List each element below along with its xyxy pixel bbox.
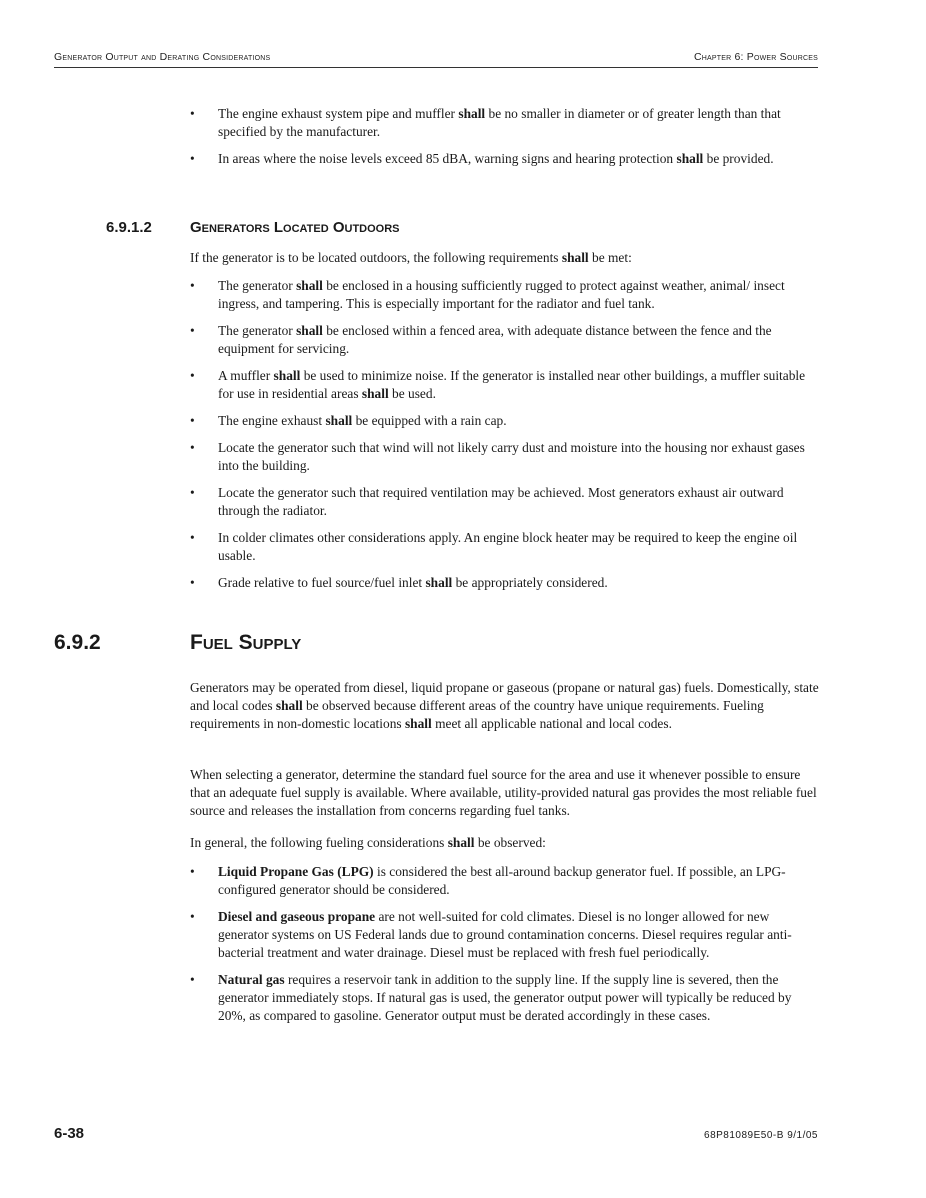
text-run: The engine exhaust (218, 413, 326, 428)
bullet-icon: • (190, 151, 195, 166)
section-692-number: 6.9.2 (54, 631, 101, 654)
text-run: Locate the generator such that required ventilation may be achieved. Most generators exhaust air outward through the radiator. (218, 485, 784, 518)
bold-text: shall (325, 413, 353, 428)
list-item (190, 105, 820, 141)
text-run: are not well-suited for cold climates. Diesel is no longer allowed for new generator systems on US Federal lands due to ground contamination concerns. Diesel requires regular anti-bacterial treatment and water drainage. Diesel must be replaced with fresh fuel periodically. (218, 909, 792, 960)
fuel-supply-para-3 (190, 834, 820, 852)
bold-text: shall (296, 323, 323, 338)
text-run: be met: (588, 250, 632, 265)
list-item (190, 150, 820, 168)
text-run: be used to minimize noise. If the generator is installed near other buildings, a muffler suitable for use in residential areas (218, 368, 806, 401)
list-item (190, 863, 820, 899)
text-run: meet all applicable national and local codes. (431, 716, 672, 731)
bullet-icon: • (190, 323, 195, 338)
bold-text: shall (273, 368, 301, 383)
list-item (190, 277, 820, 313)
header-section-title: Generator Output and Derating Considerations (54, 51, 271, 63)
document-id: 68P81089E50-B 9/1/05 (704, 1130, 818, 1141)
text-run: The generator (218, 323, 297, 338)
bullet-icon: • (190, 864, 195, 879)
bullet-icon: • (190, 413, 195, 428)
bold-text: shall (361, 386, 389, 401)
bullet-icon: • (190, 368, 195, 383)
section-6912-title: Generators Located Outdoors (190, 219, 400, 236)
bold-text: shall (275, 698, 303, 713)
top-bullet-list (190, 105, 820, 177)
text-run: be enclosed within a fenced area, with adequate distance between the fence and the equipment for servicing. (218, 323, 772, 356)
text-run: be used. (388, 386, 436, 401)
text-run: requires a reservoir tank in addition to the supply line. If the supply line is severed, then the generator immediately stops. If natural gas is used, the generator output power will typically be reduced by 20%, as compared to gasoline. Generator output must be derated accordingly in these cases. (218, 972, 792, 1023)
bullet-icon: • (190, 106, 195, 121)
text-run: Generators may be operated from diesel, liquid propane or gaseous (propane or natural gas) fuels. Domestically, state and local codes (190, 680, 819, 713)
list-item (190, 322, 820, 358)
list-item (190, 367, 820, 403)
bold-text: shall (561, 250, 589, 265)
text-run: be enclosed in a housing sufficiently rugged to protect against weather, animal/ insect ingress, and tampering. This is especially important for the radiator and fuel tank. (218, 278, 785, 311)
text-run: In colder climates other considerations apply. An engine block heater may be required to keep the engine oil usable. (218, 530, 798, 563)
bold-text: shall (676, 151, 704, 166)
list-item (190, 484, 820, 520)
bullet-icon: • (190, 575, 195, 590)
fuel-supply-para-1 (190, 679, 820, 733)
text-run: be provided. (703, 151, 774, 166)
text-run: In areas where the noise levels exceed 85 dBA, warning signs and hearing protection (218, 151, 677, 166)
text-run: be no smaller in diameter or of greater length than that specified by the manufacturer. (218, 106, 781, 139)
bullet-icon: • (190, 972, 195, 987)
page-header (54, 49, 818, 68)
bold-text: Diesel and gaseous propane (218, 909, 376, 924)
bullet-icon: • (190, 278, 195, 293)
list-item (190, 908, 820, 962)
bold-text: shall (296, 278, 323, 293)
list-item (190, 412, 820, 430)
bullet-icon: • (190, 909, 195, 924)
bold-text: shall (404, 716, 432, 731)
fuel-supply-para-2 (190, 766, 820, 820)
bullet-icon: • (190, 530, 195, 545)
text-run: be appropriately considered. (452, 575, 608, 590)
list-item (190, 574, 820, 592)
section-692-title: Fuel Supply (190, 631, 302, 654)
page-number: 6-38 (54, 1125, 85, 1142)
text-run: be equipped with a rain cap. (352, 413, 507, 428)
bold-text: shall (425, 575, 453, 590)
text-run: In general, the following fueling considerations (190, 835, 448, 850)
text-run: The generator (218, 278, 297, 293)
outdoor-requirements-list (190, 277, 820, 601)
text-run: be observed: (474, 835, 546, 850)
bold-text: Natural gas (218, 972, 285, 987)
list-item (190, 529, 820, 565)
bold-text: shall (458, 106, 486, 121)
bold-text: Liquid Propane Gas (LPG) (218, 864, 374, 879)
bullet-icon: • (190, 440, 195, 455)
text-run: If the generator is to be located outdoors, the following requirements (190, 250, 562, 265)
fuel-considerations-list (190, 863, 820, 1034)
text-run: The engine exhaust system pipe and muffler (218, 106, 459, 121)
header-chapter-title: Chapter 6: Power Sources (693, 51, 818, 63)
bullet-icon: • (190, 485, 195, 500)
section-6912-intro (190, 249, 820, 267)
section-6912-number: 6.9.1.2 (106, 219, 152, 236)
text-run: be observed because different areas of the country have unique requirements. Fueling requirements in non-domestic locations (190, 698, 764, 731)
list-item (190, 439, 820, 475)
text-run: A muffler (218, 368, 274, 383)
text-run: When selecting a generator, determine the standard fuel source for the area and use it whenever possible to ensure that an adequate fuel supply is available. Where available, utility-provided natural gas provides the most reliable fuel source and releases the installation from concerns regarding fuel tanks. (190, 767, 817, 818)
text-run: Locate the generator such that wind will not likely carry dust and moisture into the housing nor exhaust gases into the building. (218, 440, 805, 473)
list-item (190, 971, 820, 1025)
text-run: Grade relative to fuel source/fuel inlet (218, 575, 426, 590)
bold-text: shall (447, 835, 475, 850)
text-run: is considered the best all-around backup generator fuel. If possible, an LPG-configured generator should be considered. (218, 864, 786, 897)
